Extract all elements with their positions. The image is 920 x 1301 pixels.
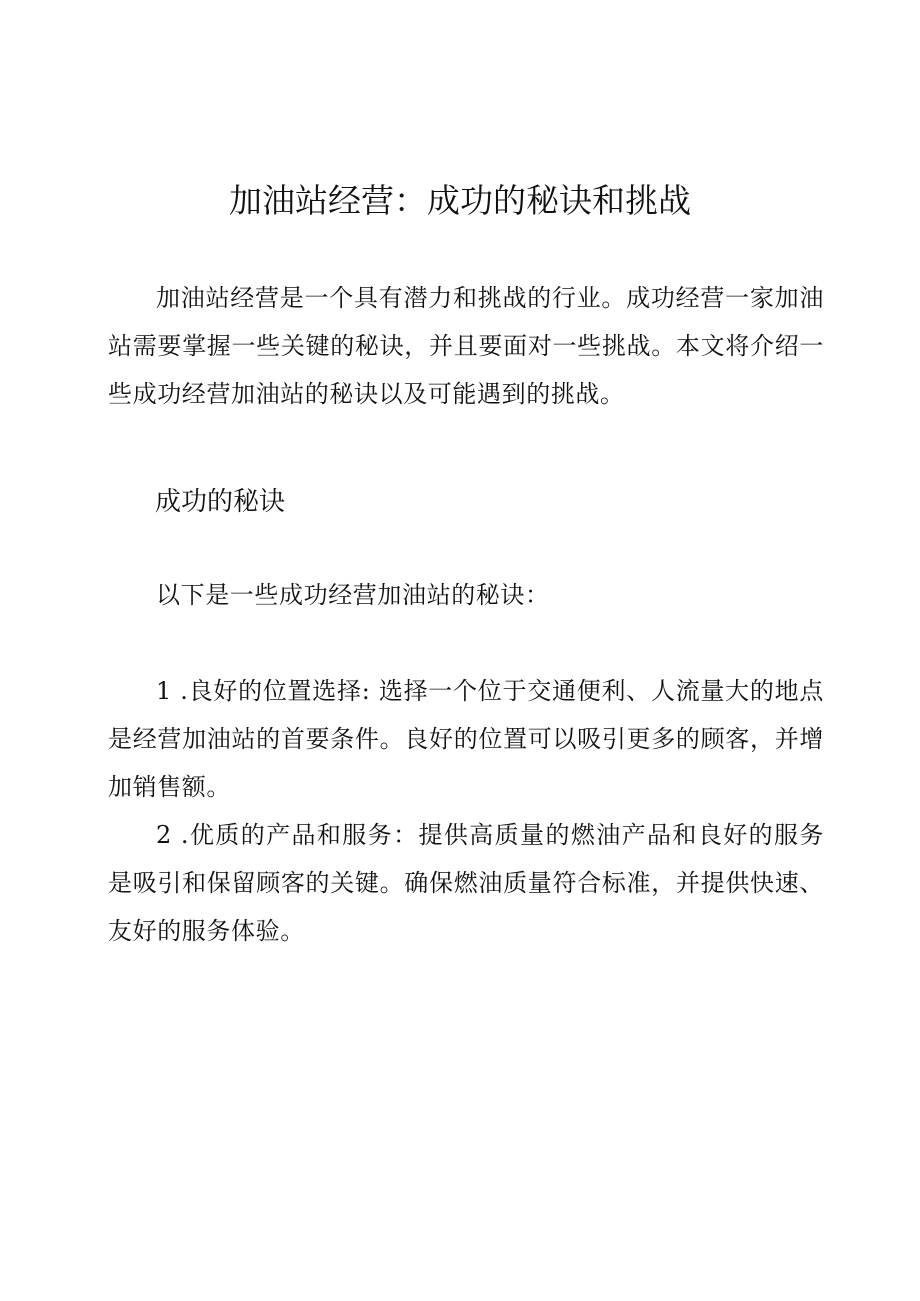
list-item: 2 .优质的产品和服务：提供高质量的燃油产品和良好的服务是吸引和保留顾客的关键。确保燃油质量符合标准，并提供快速、友好的服务体验。: [108, 821, 824, 945]
intro-paragraph: 加油站经营是一个具有潜力和挑战的行业。成功经营一家加油站需要掌握一些关键的秘诀，并且要面对一些挑战。本文将介绍一些成功经营加油站的秘诀以及可能遇到的挑战。: [108, 284, 824, 408]
list-item: 1 .良好的位置选择: 选择一个位于交通便利、人流量大的地点是经营加油站的首要条件。良好的位置可以吸引更多的顾客，并增加销售额。: [108, 677, 824, 801]
section-lead-paragraph: 以下是一些成功经营加油站的秘诀：: [156, 581, 550, 609]
page-title: 加油站经营：成功的秘诀和挑战: [229, 181, 691, 220]
section-heading: 成功的秘诀: [155, 487, 286, 517]
